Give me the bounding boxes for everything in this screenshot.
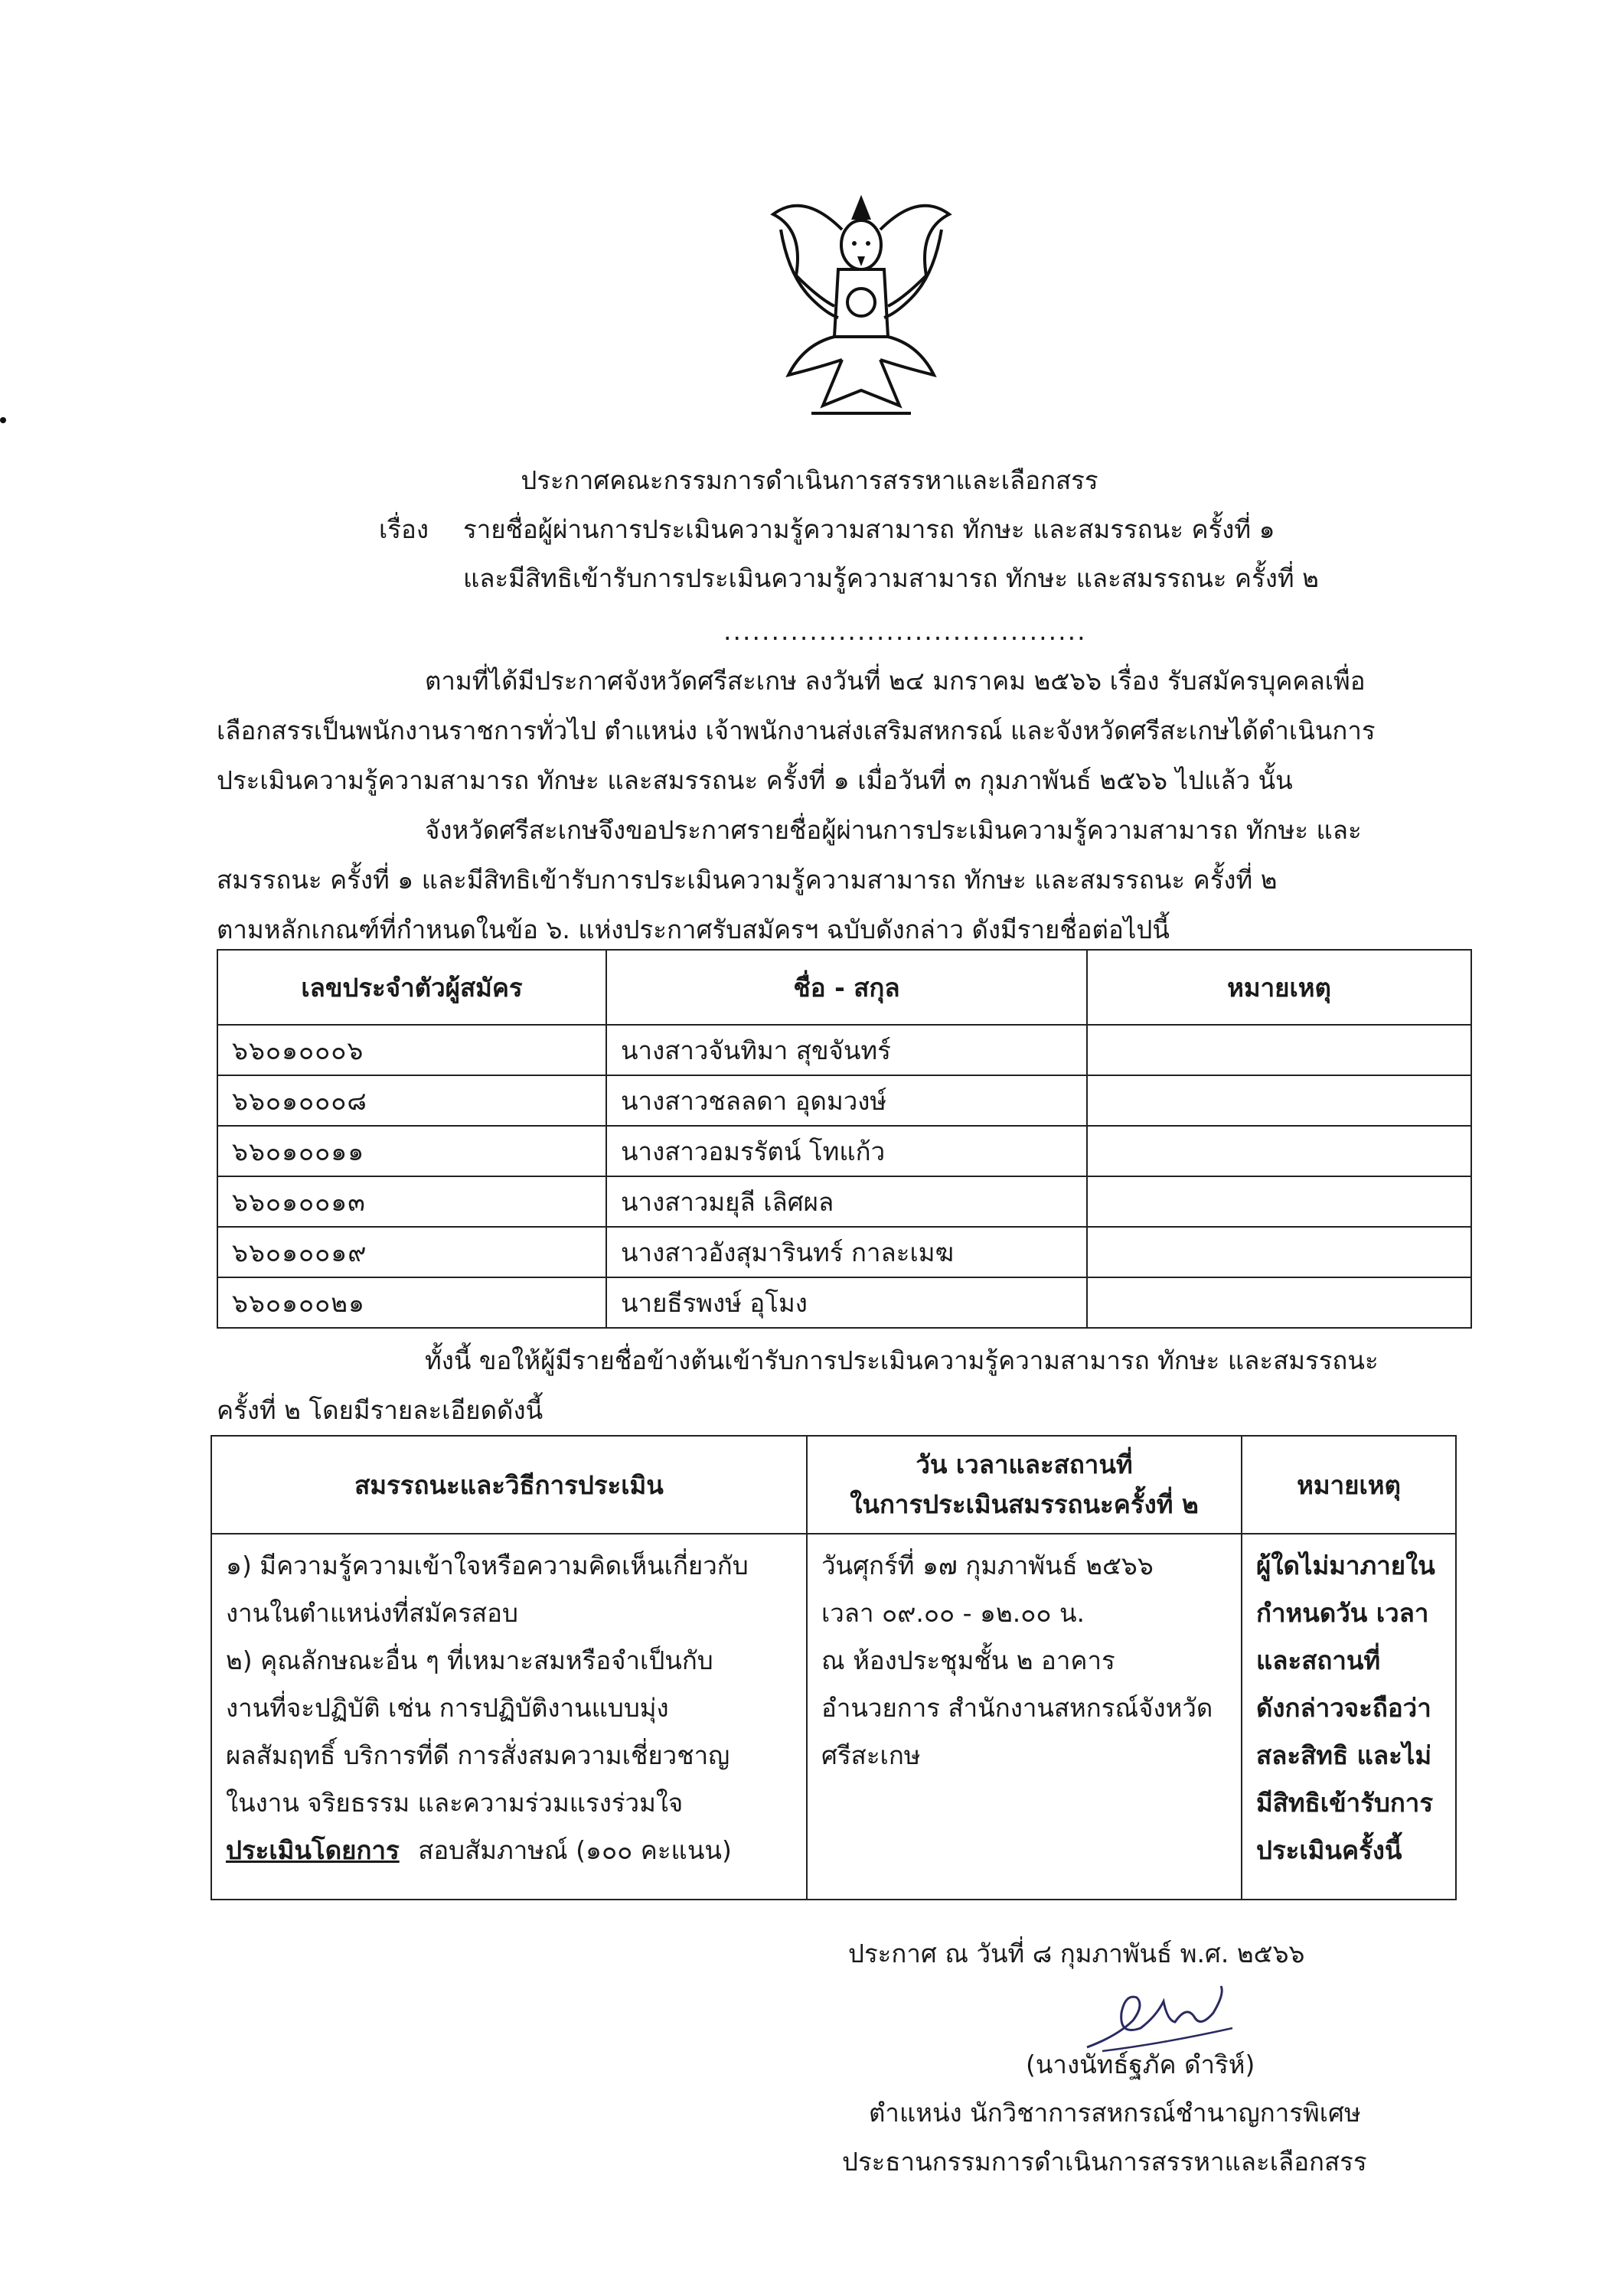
remarks-line: ประเมินครั้งนี้ — [1256, 1835, 1402, 1865]
candidate-name: นางสาวอังสุมารินทร์ กาละเมฆ — [606, 1227, 1087, 1277]
schedule-line: ณ ห้องประชุมชั้น ๒ อาคาร — [821, 1645, 1115, 1675]
schedule-line: ศรีสะเกษ — [821, 1740, 921, 1770]
date-time-place-cell — [807, 1534, 1242, 1900]
remarks-cell — [1242, 1534, 1456, 1900]
assessment-method-label: ประเมินโดยการ — [226, 1835, 400, 1865]
assessment-row — [211, 1534, 1456, 1900]
paragraph-3-line-1: ทั้งนี้ ขอให้ผู้มีรายชื่อข้างต้นเข้ารับการประเมินความรู้ความสามารถ ทักษะ และสมรรถนะ — [425, 1345, 1379, 1375]
assessment-table — [211, 1435, 1457, 1900]
candidate-id: ๖๖๐๑๐๐๑๑ — [217, 1126, 606, 1176]
candidate-note — [1087, 1227, 1471, 1277]
header-candidate-id: เลขประจำตัวผู้สมัคร — [217, 950, 606, 1025]
competency-line: ๑) มีความรู้ความเข้าใจหรือความคิดเห็นเกี่ยวกับ — [226, 1551, 749, 1580]
header-competency-method: สมรรถนะและวิธีการประเมิน — [211, 1436, 807, 1534]
header-date-time-place-line-2: ในการประเมินสมรรถนะครั้งที่ ๒ — [850, 1489, 1199, 1519]
candidate-note — [1087, 1126, 1471, 1176]
competency-line: งานที่จะปฏิบัติ เช่น การปฏิบัติงานแบบมุ่ง — [226, 1693, 669, 1723]
remarks-line: สละสิทธิ และไม่ — [1256, 1740, 1432, 1770]
candidates-table-header-row — [217, 950, 1471, 1025]
header-full-name: ชื่อ - สกุล — [606, 950, 1087, 1025]
assessment-method — [226, 1827, 792, 1874]
signer-name: (นางนัทธ์ฐภัค ดำริห์) — [1026, 2050, 1255, 2079]
signer-role: ประธานกรรมการดำเนินการสรรหาและเลือกสรร — [842, 2147, 1367, 2177]
candidate-note — [1087, 1025, 1471, 1075]
candidates-table — [217, 949, 1472, 1329]
remarks-line: และสถานที่ — [1256, 1645, 1381, 1675]
table-row — [217, 1025, 1471, 1075]
candidate-name: นายธีรพงษ์ อุโมง — [606, 1277, 1087, 1328]
signer-position: ตำแหน่ง นักวิชาการสหกรณ์ชำนาญการพิเศษ — [869, 2098, 1361, 2128]
candidate-note — [1087, 1176, 1471, 1227]
remarks-line: ผู้ใดไม่มาภายใน — [1256, 1551, 1435, 1580]
candidate-id: ๖๖๐๑๐๐๑๓ — [217, 1176, 606, 1227]
schedule-line: อำนวยการ สำนักงานสหกรณ์จังหวัด — [821, 1693, 1213, 1723]
table-row — [217, 1277, 1471, 1328]
table-row — [217, 1075, 1471, 1126]
candidate-id: ๖๖๐๑๐๐๐๘ — [217, 1075, 606, 1126]
table-row — [217, 1176, 1471, 1227]
assessment-table-header-row — [211, 1436, 1456, 1534]
candidate-id: ๖๖๐๑๐๐๑๙ — [217, 1227, 606, 1277]
paragraph-1-line-2: เลือกสรรเป็นพนักงานราชการทั่วไป ตำแหน่ง เจ้าพนักงานส่งเสริมสหกรณ์ และจังหวัดศรีสะเกษได้ดำเนินการ — [217, 716, 1376, 745]
remarks-line: กำหนดวัน เวลา — [1256, 1598, 1429, 1628]
competency-line: ในงาน จริยธรรม และความร่วมแรงร่วมใจ — [226, 1788, 684, 1818]
announcement-title: ประกาศคณะกรรมการดำเนินการสรรหาและเลือกสรร — [521, 465, 1098, 495]
schedule-line: วันศุกร์ที่ ๑๗ กุมภาพันธ์ ๒๕๖๖ — [821, 1551, 1154, 1580]
competency-line: ๒) คุณลักษณะอื่น ๆ ที่เหมาะสมหรือจำเป็นกับ — [226, 1645, 713, 1675]
candidate-name: นางสาวชลลดา อุดมวงษ์ — [606, 1075, 1087, 1126]
paragraph-3-line-2: ครั้งที่ ๒ โดยมีรายละเอียดดังนี้ — [217, 1395, 543, 1425]
paragraph-1-line-1: ตามที่ได้มีประกาศจังหวัดศรีสะเกษ ลงวันที่ ๒๔ มกราคม ๒๕๖๖ เรื่อง รับสมัครบุคคลเพื่อ — [425, 666, 1366, 696]
table-row — [217, 1126, 1471, 1176]
candidate-note — [1087, 1277, 1471, 1328]
subject-line-1: รายชื่อผู้ผ่านการประเมินความรู้ความสามารถ ทักษะ และสมรรถนะ ครั้งที่ ๑ — [463, 514, 1275, 544]
subject-line-2: และมีสิทธิเข้ารับการประเมินความรู้ความสามารถ ทักษะ และสมรรถนะ ครั้งที่ ๒ — [463, 563, 1319, 593]
header-date-time-place-line-1: วัน เวลาและสถานที่ — [916, 1450, 1133, 1479]
table-row — [217, 1227, 1471, 1277]
candidate-name: นางสาวอมรรัตน์ โทแก้ว — [606, 1126, 1087, 1176]
subject-label: เรื่อง — [379, 514, 429, 544]
garuda-emblem-icon — [758, 184, 965, 429]
header-date-time-place — [807, 1436, 1242, 1534]
assessment-method-value: สอบสัมภาษณ์ (๑๐๐ คะแนน) — [418, 1835, 732, 1865]
paragraph-1-line-3: ประเมินความรู้ความสามารถ ทักษะ และสมรรถนะ ครั้งที่ ๑ เมื่อวันที่ ๓ กุมภาพันธ์ ๒๕๖๖ ไปแล้ว นั้น — [217, 765, 1293, 795]
header-remarks: หมายเหตุ — [1087, 950, 1471, 1025]
paragraph-2-line-3: ตามหลักเกณฑ์ที่กำหนดในข้อ ๖. แห่งประกาศรับสมัครฯ ฉบับดังกล่าว ดังมีรายชื่อต่อไปนี้ — [217, 915, 1170, 944]
candidate-id: ๖๖๐๑๐๐๒๑ — [217, 1277, 606, 1328]
candidate-note — [1087, 1075, 1471, 1126]
remarks-line: มีสิทธิเข้ารับการ — [1256, 1788, 1434, 1818]
candidate-name: นางสาวจันทิมา สุขจันทร์ — [606, 1025, 1087, 1075]
competency-line: งานในตำแหน่งที่สมัครสอบ — [226, 1598, 518, 1628]
paragraph-2-line-2: สมรรถนะ ครั้งที่ ๑ และมีสิทธิเข้ารับการประเมินความรู้ความสามารถ ทักษะ และสมรรถนะ ครั้งที่ ๒ — [217, 865, 1278, 895]
remarks-line: ดังกล่าวจะถือว่า — [1256, 1693, 1431, 1723]
dotted-separator: ...................................... — [723, 616, 1087, 646]
candidate-name: นางสาวมยุลี เลิศผล — [606, 1176, 1087, 1227]
paragraph-2-line-1: จังหวัดศรีสะเกษจึงขอประกาศรายชื่อผู้ผ่านการประเมินความรู้ความสามารถ ทักษะ และ — [425, 815, 1362, 845]
competency-line: ผลสัมฤทธิ์ บริการที่ดี การสั่งสมความเชี่ยวชาญ — [226, 1740, 730, 1770]
header-remarks-2: หมายเหตุ — [1242, 1436, 1456, 1534]
scan-mark — [0, 417, 6, 423]
candidate-id: ๖๖๐๑๐๐๐๖ — [217, 1025, 606, 1075]
schedule-line: เวลา ๐๙.๐๐ - ๑๒.๐๐ น. — [821, 1598, 1085, 1628]
announcement-date: ประกาศ ณ วันที่ ๘ กุมภาพันธ์ พ.ศ. ๒๕๖๖ — [848, 1939, 1305, 1968]
competency-cell — [211, 1534, 807, 1900]
